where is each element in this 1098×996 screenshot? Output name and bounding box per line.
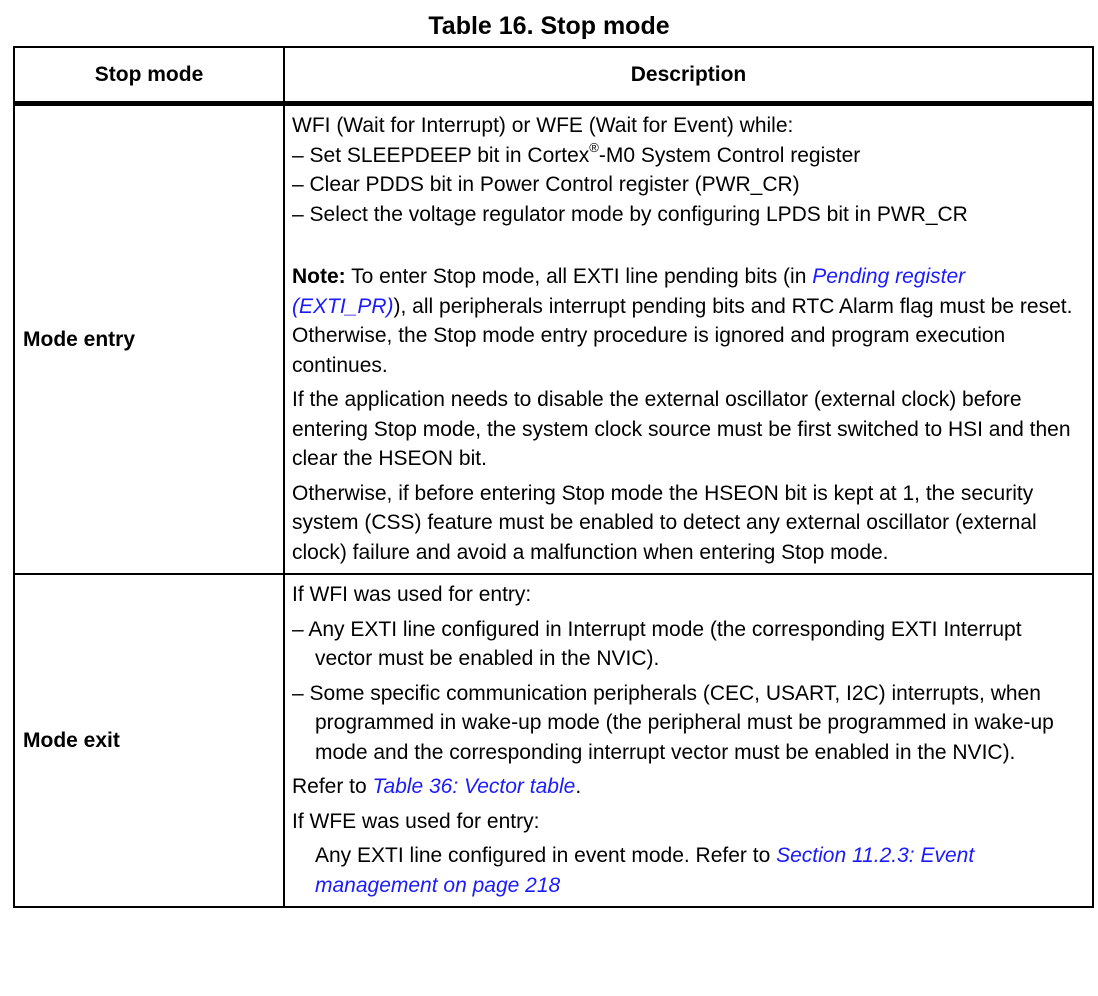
- entry-paragraph-hse: If the application needs to disable the external oscillator (external clock) before entering Stop mode, the system clock source must be first switched to HSI and then clear the HSEON bit.: [292, 388, 1071, 470]
- note-text: ), all peripherals interrupt pending bits and RTC Alarm flag must be reset. Otherwise, the Stop mode entry procedure is ignored and program execution continues.: [292, 294, 1073, 377]
- exit-refer: [292, 772, 1084, 802]
- spacer: [292, 229, 1084, 257]
- entry-bullet: – Select the voltage regulator mode by configuring LPDS bit in PWR_CR: [292, 202, 968, 226]
- entry-bullet-text: -M0 System Control register: [598, 143, 861, 167]
- column-header-stop-mode: Stop mode: [14, 47, 284, 104]
- entry-bullet: [292, 141, 1084, 171]
- entry-note: [292, 262, 1084, 380]
- stop-mode-table: [13, 46, 1094, 908]
- table-caption: Table 16. Stop mode: [428, 12, 670, 40]
- refer-text: Refer to: [292, 775, 373, 798]
- entry-paragraph-css: Otherwise, if before entering Stop mode the HSEON bit is kept at 1, the security system (CSS) feature must be enabled to detect any external oscillator (external clock) failure and avoid a malfunction when entering Stop mode.: [292, 481, 1037, 564]
- registered-mark: ®: [589, 139, 599, 155]
- wfe-text: Any EXTI line configured in event mode. Refer to: [315, 844, 777, 867]
- exit-bullet: – Any EXTI line configured in Interrupt mode (the corresponding EXTI Interrupt vector must be enabled in the NVIC).: [292, 617, 1022, 670]
- row-label-mode-exit: Mode exit: [14, 574, 284, 907]
- link-pending-register[interactable]: Pending register (EXTI_PR): [292, 265, 966, 318]
- entry-bullet: – Clear PDDS bit in Power Control register (PWR_CR): [292, 173, 800, 196]
- note-label: Note:: [292, 265, 346, 288]
- exit-wfe-intro: If WFE was used for entry:: [292, 809, 540, 833]
- link-vector-table[interactable]: Table 36: Vector table: [372, 775, 576, 798]
- table-header-row: [14, 47, 1093, 104]
- table-row-mode-exit: [14, 574, 1093, 907]
- exit-bullet: – Some specific communication peripherals (CEC, USART, I2C) interrupts, when programmed in wake-up mode (the peripheral must be programmed in wake-up mode and the corresponding interrupt vector must be enabled in the NVIC).: [292, 681, 1054, 764]
- row-description-mode-exit: [284, 574, 1093, 907]
- row-description-mode-entry: [284, 104, 1093, 575]
- exit-wfe-text: [292, 841, 1084, 900]
- refer-text: .: [575, 775, 582, 798]
- entry-intro: WFI (Wait for Interrupt) or WFE (Wait for Event) while:: [292, 114, 794, 137]
- exit-wfi-intro: If WFI was used for entry:: [292, 583, 532, 606]
- table-row-mode-entry: [14, 104, 1093, 575]
- note-text: To enter Stop mode, all EXTI line pending bits (in: [345, 265, 813, 288]
- row-label-mode-entry: Mode entry: [14, 104, 284, 575]
- column-header-description: Description: [284, 47, 1093, 104]
- link-event-management[interactable]: Section 11.2.3: Event management on page 218: [315, 844, 975, 897]
- entry-bullet-text: – Set SLEEPDEEP bit in Cortex: [292, 143, 590, 167]
